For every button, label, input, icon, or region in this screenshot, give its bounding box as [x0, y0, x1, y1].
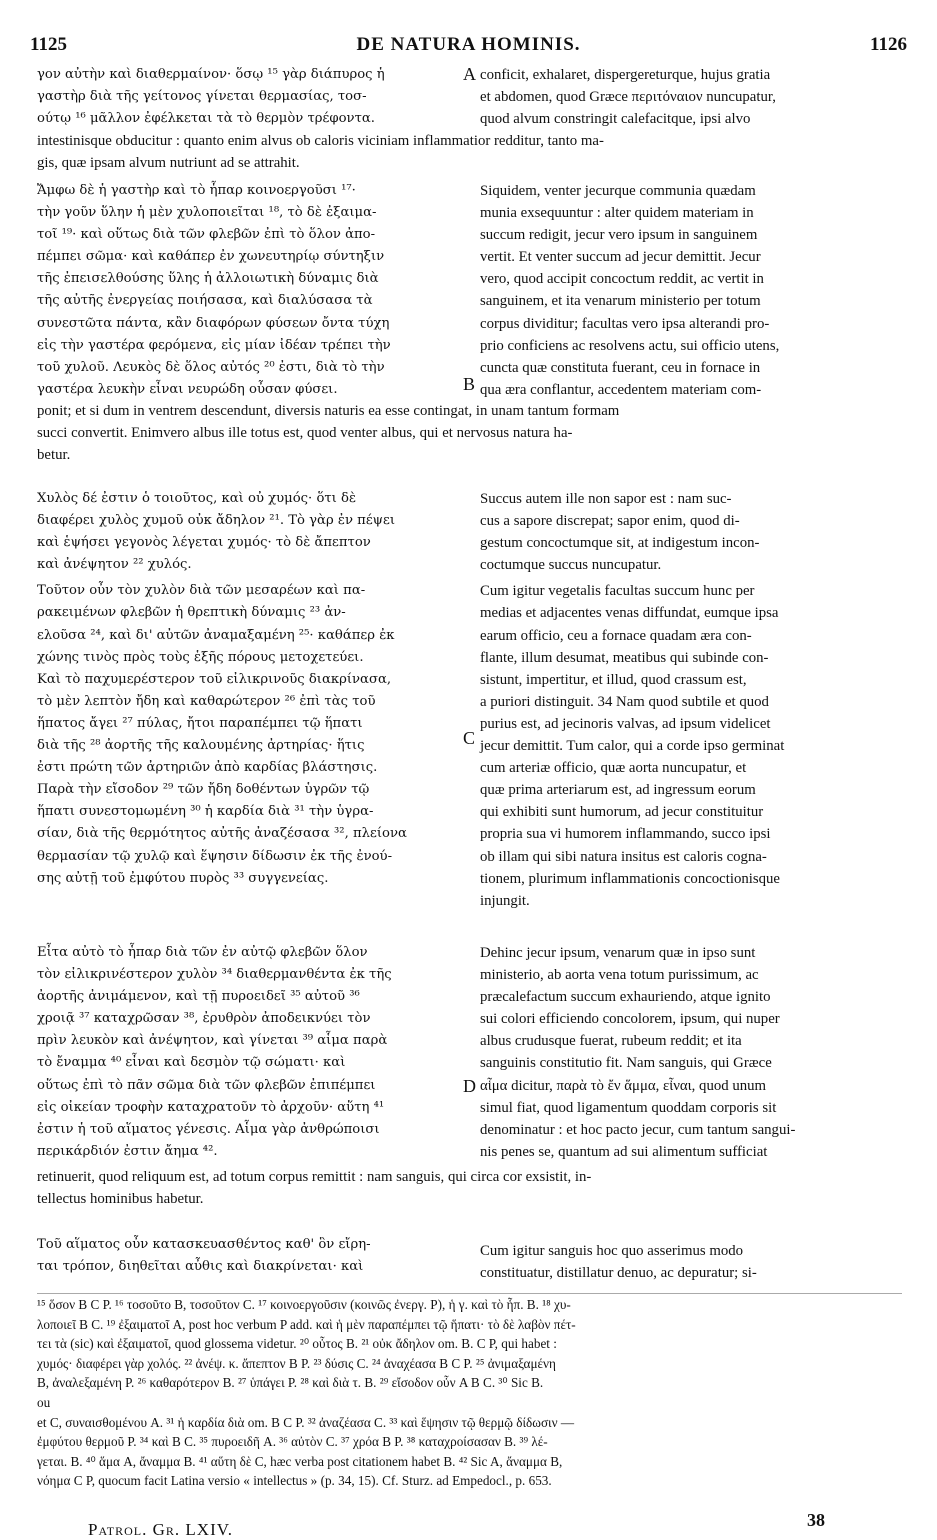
greek-column-4: [37, 942, 462, 1163]
margin-marker-a: A: [463, 64, 476, 84]
full-line-3: retinuerit, quod reliquum est, ad totum corpus remittit : nam sanguis, qui circa cor exsistit, in- tellectus hominibus habetur.: [37, 1169, 592, 1207]
greek-paragraph-2: Ἄμφω δὲ ἡ γαστὴρ καὶ τὸ ἧπαρ κοινοεργοῦσι ¹⁷· τὴν γοῦν ὕλην ἡ μὲν χυλοποιεῖται ¹⁸, τὸ δὲ ἐξαιμα- τοῖ ¹⁹· καὶ οὕτως διὰ τῶν φλεβῶν ἐπὶ τὸ ὅλον ἀπο- πέμπει σῶμα· καὶ καθάπερ ἐν χωνευτηρίῳ σύντηξιν τῆς ἐπεισελθούσης ὕλης ἡ ἀλλοιωτικὴ δύναμις διὰ τῆς αὐτῆς ἐνεργείας ποιήσασα, καὶ διαλύσασα τὰ συνεστῶτα πάντα, κἂν διαφόρων φύσεων ὄντα τύχη εἰς τὴν γαστέρα φερόμενα, εἰς μίαν ἰδέαν τρέπει τὴν τοῦ χυλοῦ. Λευκὸς δὲ ὅλος αὐτός ²⁰ ἐστι, διὰ τὸ τὴν γαστέρα λευκὴν εἶναι νευρώδη οὖσαν φύσει.: [37, 183, 391, 397]
greek-paragraph-1: γον αὐτὴν καὶ διαθερμαίνον· ὅσῳ ¹⁵ γὰρ διάπυρος ἡ γαστὴρ διὰ τῆς γείτονος γίνεται θερμασίας, τοσ- ούτῳ ¹⁶ μᾶλλον ἐφέλκεται τὰ τὸ θερμὸν τρέφοντα.: [37, 67, 385, 127]
footer-signature: Patrol. Gr. LXIV.: [88, 1520, 234, 1539]
greek-column-5: [37, 1234, 462, 1278]
running-title: DE NATURA HOMINIS.: [356, 34, 581, 55]
right-page-number: 1126: [870, 34, 907, 55]
latin-paragraph-6: Cum igitur sanguis hoc quo asserimus modo constituatur, distillatur denuo, ac depuratur; si-: [480, 1243, 757, 1282]
latin-paragraph-4: Cum igitur vegetalis facultas succum hunc per medias et adjacentes venas diffundat, eumque ipsa earum officio, ceu a fornace quadam æra con- flante, illum desumat, meatibus qui subinde con- sistunt, impertitur, et illud, quod crassum est, a puriori distinguit. 34 Nam quod subtile et quod purius est, ad jecinoris valvas, ad ipsum videlicet jecur demittit. Tum calor, qui a corde ipso germinat cum arteriæ officio, quæ aorta nuncupatur, et quæ prima arteriarum est, ad ingressum eorum qui exhibiti sunt humorum, ad jecur constituitur propria sua vi humorem inflammando, succo ipsi ob illam qui sibi natura insitus est caloris cogna- tionem, plurimum inflammationis concoctionisque injungit.: [480, 583, 785, 909]
latin-column-4: [480, 942, 902, 1163]
footnotes-text: ¹⁵ ὅσον B C P. ¹⁶ τοσοῦτο B, τοσοῦτον C. ¹⁷ κοινοεργοῦσιν (κοινῶς ἐνεργ. P), ἡ γ. καὶ τὸ ἧπ. B. ¹⁸ χυ- λοποιεῖ B C. ¹⁹ ἐξαιματοῖ A, post hoc verbum P add. καὶ ἡ μὲν παραπέμπει τῷ ἥπατι· τὸ δὲ λαβὸν πέτ- τει τὰ (sic) καὶ ἐξαιματοῖ, quod glossema videtur. ²⁰ οὗτος B. ²¹ οὐκ ἄδηλον om. B. C P, qui habet : χυμός· διαφέρει γὰρ χολός. ²² ἀνέψ. κ. ἄπεπτον B P. ²³ δύσις C. ²⁴ ἀναχέασα B C P. ²⁵ ἀνιμαξαμένη B, ἀναλεξαμένη P. ²⁶ καθαρότερον B. ²⁷ ὑπάγει P. ²⁸ καὶ διὰ τ. B. ²⁹ εἴσοδον οὖν A B C. ³⁰ Sic B. ou et C, συναισθομένου A. ³¹ ἡ καρδία διὰ om. B C P. ³² ἀναζέασα C. ³³ καὶ ἕψησιν τῷ θερμῷ δίδωσιν — ἐμφύτου θερμοῦ P. ³⁴ καὶ B C. ³⁵ πυροειδῆ A. ³⁶ αὐτὸν C. ³⁷ χρόα B P. ³⁸ καταχροίσασαν B. ³⁹ λέ- γεται. B. ⁴⁰ ἅμα A, ἄναμμα B. ⁴¹ αὕτη δὲ C, hæc verba post citationem habet B. ⁴² Sic A, ἄναμμα B, νόημα C P, quocum facit Latina versio « intellectus » (p. 34, 15). Cf. Sturz. ad Empedocl., p. 653.: [37, 1297, 576, 1489]
footnotes: [37, 1295, 902, 1491]
greek-paragraph-6: Τοῦ αἵματος οὖν κατασκευασθέντος καθ' ὃν εἴρη- ται τρόπον, διηθεῖται αὖθις καὶ διακρίνεται· καὶ: [37, 1237, 371, 1275]
greek-column-2: [37, 180, 462, 401]
margin-marker-c: C: [463, 728, 476, 748]
latin-column-top: [480, 64, 902, 130]
greek-paragraph-4: Τοῦτον οὖν τὸν χυλὸν διὰ τῶν μεσαρέων καὶ πα- ρακειμένων φλεβῶν ἡ θρεπτικὴ δύναμις ²³ ἀν- ελοῦσα ²⁴, καὶ δι' αὐτῶν ἀναμαξαμένη ²⁵· καθάπερ ἐκ χώνης τινὸς πρὸς τοὺς ἑξῆς πόρους μετοχετεύει. Καὶ τὸ παχυμερέστερον τοῦ εἰλικρινοῦς διακρίνασα, τὸ μὲν λεπτὸν ἤδη καὶ καθαρώτερον ²⁶ ἐπὶ τὰς τοῦ ἥπατος ἄγει ²⁷ πύλας, ἤτοι παραπέμπει τῷ ἥπατι διὰ τῆς ²⁸ ἀορτῆς τῆς καλουμένης ἀρτηρίας· ἥτις ἐστι πρώτη τῶν ἀρτηριῶν ἀπὸ καρδίας βλάστησις. Παρὰ τὴν εἴσοδον ²⁹ τῶν ἤδη δοθέντων ὑγρῶν τῷ ἥπατι συνεστομωμένη ³⁰ ἡ καρδία διὰ ³¹ τὴν ὑγρα- σίαν, διὰ τῆς θερμότητος αὐτῆς ἀναζέσασα ³², πλείονα θερμασίαν τῷ χυλῷ καὶ ἕψησιν δίδωσιν ἐκ τῆς ἐνού- σης αὐτῇ τοῦ ἐμφύτου πυρὸς ³³ συγγενείας.: [37, 583, 407, 886]
latin-column-5: [480, 1240, 902, 1284]
footer-signature-number: 38: [807, 1510, 825, 1530]
left-page-number: 1125: [30, 34, 67, 55]
full-width-text-3: [37, 1166, 902, 1210]
latin-paragraph-1: conficit, exhalaret, dispergereturque, hujus gratia et abdomen, quod Græce περιτόναιον nuncupatur, quod alvum constringit calefacitque, ipsi alvo: [480, 67, 776, 128]
latin-paragraph-3: Succus autem ille non sapor est : nam suc- cus a sapore discrepat; sapor enim, quod di- gestum concoctumque sit, at indigestum incon- coctumque succus nuncupatur.: [480, 491, 760, 574]
margin-marker-b: B: [463, 374, 476, 394]
greek-column-top: [37, 64, 462, 130]
full-line-2: ponit; et si dum in ventrem descendunt, diversis naturis ea esse contingat, in unam tantum formam succi convertit. Enimvero albus ille totus est, quod venter albus, qui et nervosus natura ha- betur.: [37, 403, 620, 463]
footnote-rule: [37, 1293, 902, 1294]
greek-paragraph-5: Εἶτα αὐτὸ τὸ ἧπαρ διὰ τῶν ἐν αὐτῷ φλεβῶν ὅλον τὸν εἰλικρινέστερον χυλὸν ³⁴ διαθερμανθέντα ἐκ τῆς ἀορτῆς ἀνιμάμενον, καὶ τῇ πυροειδεῖ ³⁵ αὐτοῦ ³⁶ χροιᾷ ³⁷ καταχρῶσαν ³⁸, ἐρυθρὸν ἀποδεικνύει τὸν πρὶν λευκὸν καὶ ἀνέψητον, καὶ γίνεται ³⁹ αἷμα παρὰ τὸ ἔναμμα ⁴⁰ εἶναι καὶ δεσμὸν τῷ σώματι· καὶ οὕτως ἐπὶ τὸ πᾶν σῶμα διὰ τῶν φλεβῶν ἐπιπέμπει εἰς οἰκείαν τροφὴν καταχρατοῦν τὸ ἀρχοῦν· αὕτη ⁴¹ ἐστιν ἡ τοῦ αἵματος γένεσις. Αἷμα γὰρ ἀνθρώποισι περικάρδιόν ἐστιν ἄημα ⁴².: [37, 945, 392, 1159]
latin-paragraph-5: Dehinc jecur ipsum, venarum quæ in ipso sunt ministerio, ab aorta vena totum purissimum, ac præcalefactum succum exhauriendo, atque ignito sui colori efficiendo concolorem, ipsum, qui nuper albus crudusque fuerat, rubeum reddit; et ita sanguinis constitutio fit. Nam sanguis, qui Græce αἷμα dicitur, παρὰ τὸ ἔν ἅμμα, εἶναι, quod unum simul fiat, quod ligamentum quoddam corporis sit denominatur : et hoc pacto jecur, cum tantum sangui- nis penes se, quantum ad sui alimentum sufficiat: [480, 945, 796, 1160]
full-width-text-2: [37, 400, 902, 466]
latin-paragraph-2: Siquidem, venter jecurque communia quædam munia exsequuntur : alter quidem materiam in succum redigit, jecur vero ipsum in sanguinem vertit. Et venter succum ad jecur demittit. Jecur vero, quod accipit concoctum reddit, ac vertit in sanguinem, et ita venarum ministerio per totum corpus dividitur; facultas vero ipsa alterandi pro- prio conficiens ac resolvens actu, sui officio utens, cuncta quæ constituta fuerant, ceu in fornace in qua æra conflantur, accedentem materiam com-: [480, 183, 780, 398]
full-width-text-1: [37, 130, 902, 174]
latin-column-2: [480, 180, 902, 401]
margin-marker-d: D: [463, 1076, 476, 1096]
greek-paragraph-3: Χυλὸς δέ ἐστιν ὁ τοιοῦτος, καὶ οὐ χυμός· ὅτι δὲ διαφέρει χυλὸς χυμοῦ οὐκ ἄδηλον ²¹. Τὸ γὰρ ἐν πέψει καὶ ἑψήσει γεγονὸς λέγεται χυμός· τὸ δὲ ἄπεπτον καὶ ἀνέψητον ²² χυλός.: [37, 491, 396, 573]
greek-column-3: [37, 488, 462, 890]
full-line-1: intestinisque obducitur : quanto enim alvus ob caloris viciniam inflammatior redditur, tanto ma- gis, quæ ipsam alvum nutriunt ad se attrahit.: [37, 133, 604, 171]
running-header: [30, 34, 907, 58]
latin-column-3: [480, 488, 902, 912]
